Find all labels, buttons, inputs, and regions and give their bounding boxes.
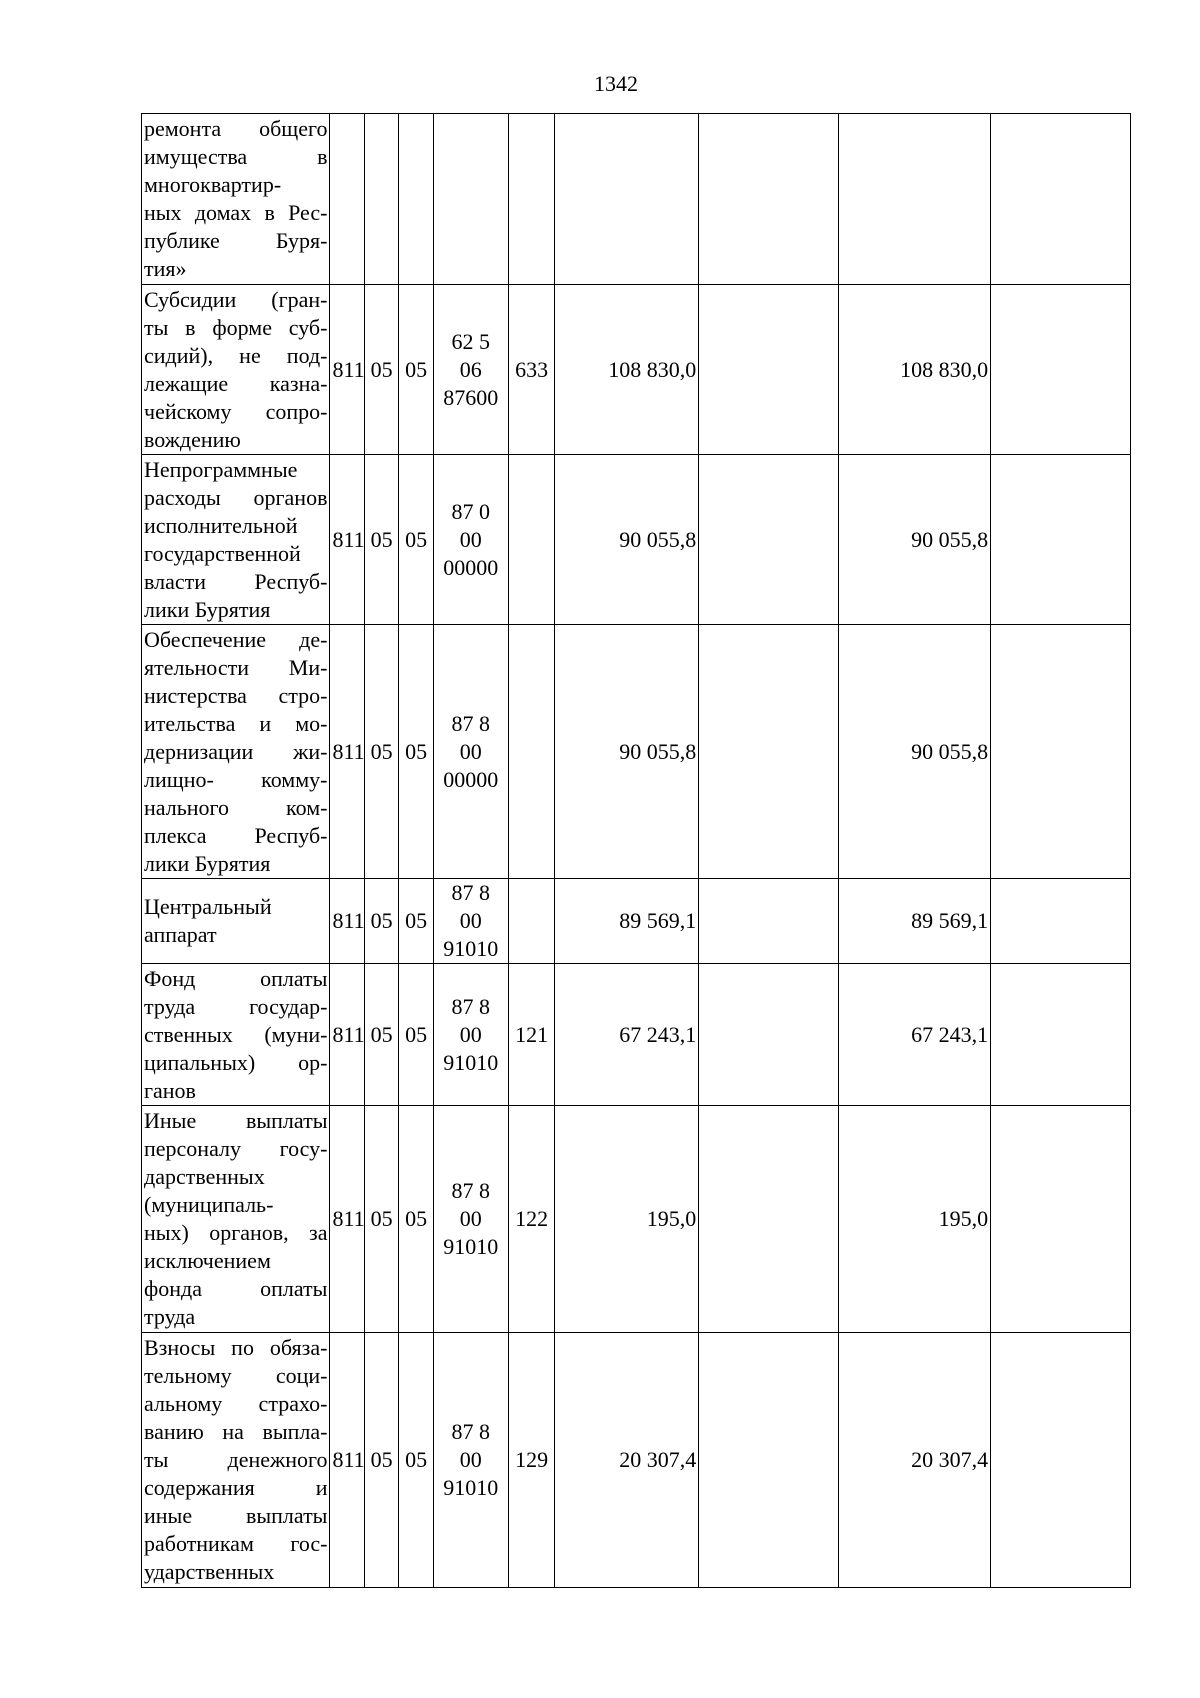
target-article-code-part: 06	[459, 356, 482, 382]
row-name-line: нистерства стро-	[144, 682, 328, 708]
row-name-line: тельному соци-	[144, 1363, 328, 1388]
row-name-line: вождению	[144, 426, 241, 452]
section-code: 05	[364, 455, 398, 625]
target-article-code-part: 91010	[443, 1234, 499, 1259]
amount-total: 108 830,0	[555, 285, 699, 455]
row-name	[142, 879, 330, 964]
row-name-line: многоквартир-	[144, 172, 282, 197]
budget-table	[141, 113, 1131, 1588]
amount-col-2	[699, 114, 839, 285]
table-row	[142, 1106, 1131, 1333]
row-name-line: ных домах в Рес-	[144, 200, 328, 225]
row-name	[142, 285, 330, 455]
grbs-code: 811	[330, 285, 364, 455]
row-name-line: ванию на выпла-	[144, 1419, 328, 1444]
target-article-code-part: 00	[459, 738, 482, 764]
row-name-line: плекса Респуб-	[144, 822, 328, 848]
row-name-line: ительства и мо-	[144, 710, 328, 736]
subsection-code: 05	[399, 1106, 433, 1333]
row-name-line: труда	[144, 1304, 196, 1329]
row-name-line: Иные выплаты	[144, 1108, 328, 1133]
subsection-code: 05	[399, 625, 433, 879]
row-name-line: сидий), не под-	[144, 342, 328, 368]
table-row	[142, 964, 1131, 1106]
amount-col-4	[991, 964, 1131, 1106]
amount-col-4	[991, 455, 1131, 625]
row-name-line: ты в форме суб-	[144, 314, 328, 340]
amount-col-3: 67 243,1	[839, 964, 991, 1106]
amount-col-4	[991, 1106, 1131, 1333]
amount-col-4	[991, 114, 1131, 285]
row-name-line: (муниципаль-	[144, 1192, 274, 1217]
target-article-code-part: 91010	[443, 936, 499, 961]
amount-total: 195,0	[555, 1106, 699, 1333]
row-name-line: труда государ-	[144, 993, 328, 1019]
amount-col-3: 195,0	[839, 1106, 991, 1333]
grbs-code: 811	[330, 1106, 364, 1333]
target-article-code	[433, 879, 508, 964]
row-name	[142, 625, 330, 879]
row-name	[142, 1333, 330, 1588]
row-name-line: лежащие казна-	[144, 370, 328, 396]
row-name-line: лики Бурятия	[144, 850, 271, 876]
amount-col-3: 90 055,8	[839, 625, 991, 879]
row-name-line: альному страхо-	[144, 1391, 328, 1416]
expense-type-code: 633	[508, 285, 555, 455]
target-article-code-part: 00	[459, 908, 482, 933]
row-name-line: ганов	[144, 1077, 196, 1103]
amount-col-3: 89 569,1	[839, 879, 991, 964]
section-code: 05	[364, 1333, 398, 1588]
row-name	[142, 114, 330, 285]
row-name-line: тия»	[144, 256, 187, 281]
section-code: 05	[364, 625, 398, 879]
target-article-code-part: 00	[459, 1021, 482, 1047]
amount-col-2	[699, 1333, 839, 1588]
row-name-line: лики Бурятия	[144, 596, 271, 622]
expense-type-code: 121	[508, 964, 555, 1106]
table-row	[142, 879, 1131, 964]
grbs-code: 811	[330, 879, 364, 964]
expense-type-code	[508, 114, 555, 285]
row-name-line: лищно- комму-	[144, 766, 328, 792]
target-article-code-part: 87 0	[451, 498, 491, 524]
target-article-code-part: 87 8	[451, 993, 491, 1019]
amount-col-4	[991, 625, 1131, 879]
row-name-line: Непрограммные	[144, 456, 298, 482]
row-name-line: фонда оплаты	[144, 1276, 328, 1301]
page-number: 1342	[594, 71, 638, 96]
amount-col-2	[699, 455, 839, 625]
table-row	[142, 625, 1131, 879]
target-article-code-part: 00	[459, 1447, 482, 1472]
target-article-code	[433, 455, 508, 625]
table-row	[142, 285, 1131, 455]
target-article-code	[433, 1106, 508, 1333]
row-name-line: публике Буря-	[144, 228, 328, 253]
subsection-code: 05	[399, 285, 433, 455]
table-row	[142, 1333, 1131, 1588]
grbs-code: 811	[330, 455, 364, 625]
row-name-line: ственных (муни-	[144, 1021, 328, 1047]
row-name	[142, 1106, 330, 1333]
grbs-code: 811	[330, 964, 364, 1106]
amount-total: 90 055,8	[555, 625, 699, 879]
row-name-line: содержания и	[144, 1475, 328, 1500]
row-name-line: расходы органов	[144, 484, 328, 510]
amount-col-2	[699, 964, 839, 1106]
section-code: 05	[364, 879, 398, 964]
row-name-line: исполнительной	[144, 512, 298, 538]
row-name-line: Субсидии (гран-	[144, 286, 328, 312]
amount-col-3: 108 830,0	[839, 285, 991, 455]
target-article-code-part: 87 8	[451, 1419, 491, 1444]
amount-col-2	[699, 1106, 839, 1333]
target-article-code-part: 87 8	[451, 710, 491, 736]
target-article-code-part: 00000	[443, 766, 499, 792]
target-article-code-part: 62 5	[451, 328, 491, 354]
row-name-line: иные выплаты	[144, 1503, 328, 1528]
row-name-line: имущества в	[144, 144, 328, 169]
row-name-line: Взносы по обяза-	[144, 1335, 328, 1360]
row-name-line: дарственных	[144, 1164, 265, 1189]
section-code: 05	[364, 1106, 398, 1333]
amount-total: 67 243,1	[555, 964, 699, 1106]
amount-col-4	[991, 879, 1131, 964]
amount-col-4	[991, 1333, 1131, 1588]
row-name-line: ятельности Ми-	[144, 654, 328, 680]
target-article-code	[433, 625, 508, 879]
row-name-line: Фонд оплаты	[144, 965, 328, 991]
amount-col-2	[699, 285, 839, 455]
row-name-line: Обеспечение де-	[144, 626, 328, 652]
target-article-code-part: 00	[459, 526, 482, 552]
row-name-line: аппарат	[144, 922, 217, 947]
target-article-code	[433, 1333, 508, 1588]
target-article-code-part: 87600	[443, 384, 499, 410]
row-name-line: чейскому сопро-	[144, 398, 328, 424]
row-name-line: нального ком-	[144, 794, 328, 820]
table-row	[142, 114, 1131, 285]
row-name-line: работникам гос-	[144, 1531, 328, 1556]
table-row	[142, 455, 1131, 625]
section-code	[364, 114, 398, 285]
amount-total: 89 569,1	[555, 879, 699, 964]
section-code: 05	[364, 285, 398, 455]
grbs-code	[330, 114, 364, 285]
amount-col-3: 90 055,8	[839, 455, 991, 625]
expense-type-code	[508, 455, 555, 625]
expense-type-code	[508, 879, 555, 964]
expense-type-code: 129	[508, 1333, 555, 1588]
subsection-code: 05	[399, 879, 433, 964]
row-name-line: ударственных	[144, 1559, 275, 1584]
row-name-line: дернизации жи-	[144, 738, 328, 764]
subsection-code	[399, 114, 433, 285]
row-name-line: ремонта общего	[144, 116, 328, 141]
row-name-line: Центральный	[144, 894, 272, 919]
row-name	[142, 455, 330, 625]
amount-col-2	[699, 625, 839, 879]
row-name-line: государственной	[144, 540, 301, 566]
amount-total: 90 055,8	[555, 455, 699, 625]
row-name-line: власти Респуб-	[144, 568, 328, 594]
amount-total	[555, 114, 699, 285]
amount-col-4	[991, 285, 1131, 455]
row-name-line: исключением	[144, 1248, 271, 1273]
subsection-code: 05	[399, 1333, 433, 1588]
target-article-code-part: 87 8	[451, 880, 491, 905]
amount-col-3	[839, 114, 991, 285]
amount-col-3: 20 307,4	[839, 1333, 991, 1588]
target-article-code-part: 91010	[443, 1475, 499, 1500]
row-name-line: персоналу госу-	[144, 1136, 328, 1161]
amount-col-2	[699, 879, 839, 964]
target-article-code-part: 91010	[443, 1049, 499, 1075]
target-article-code	[433, 285, 508, 455]
grbs-code: 811	[330, 1333, 364, 1588]
section-code: 05	[364, 964, 398, 1106]
subsection-code: 05	[399, 455, 433, 625]
amount-total: 20 307,4	[555, 1333, 699, 1588]
row-name	[142, 964, 330, 1106]
row-name-line: ципальных) ор-	[144, 1049, 328, 1075]
expense-type-code: 122	[508, 1106, 555, 1333]
expense-type-code	[508, 625, 555, 879]
subsection-code: 05	[399, 964, 433, 1106]
target-article-code-part: 00	[459, 1206, 482, 1231]
target-article-code-part: 87 8	[451, 1178, 491, 1203]
target-article-code	[433, 964, 508, 1106]
row-name-line: ных) органов, за	[144, 1220, 328, 1245]
target-article-code-part: 00000	[443, 554, 499, 580]
grbs-code: 811	[330, 625, 364, 879]
row-name-line: ты денежного	[144, 1447, 328, 1472]
target-article-code	[433, 114, 508, 285]
